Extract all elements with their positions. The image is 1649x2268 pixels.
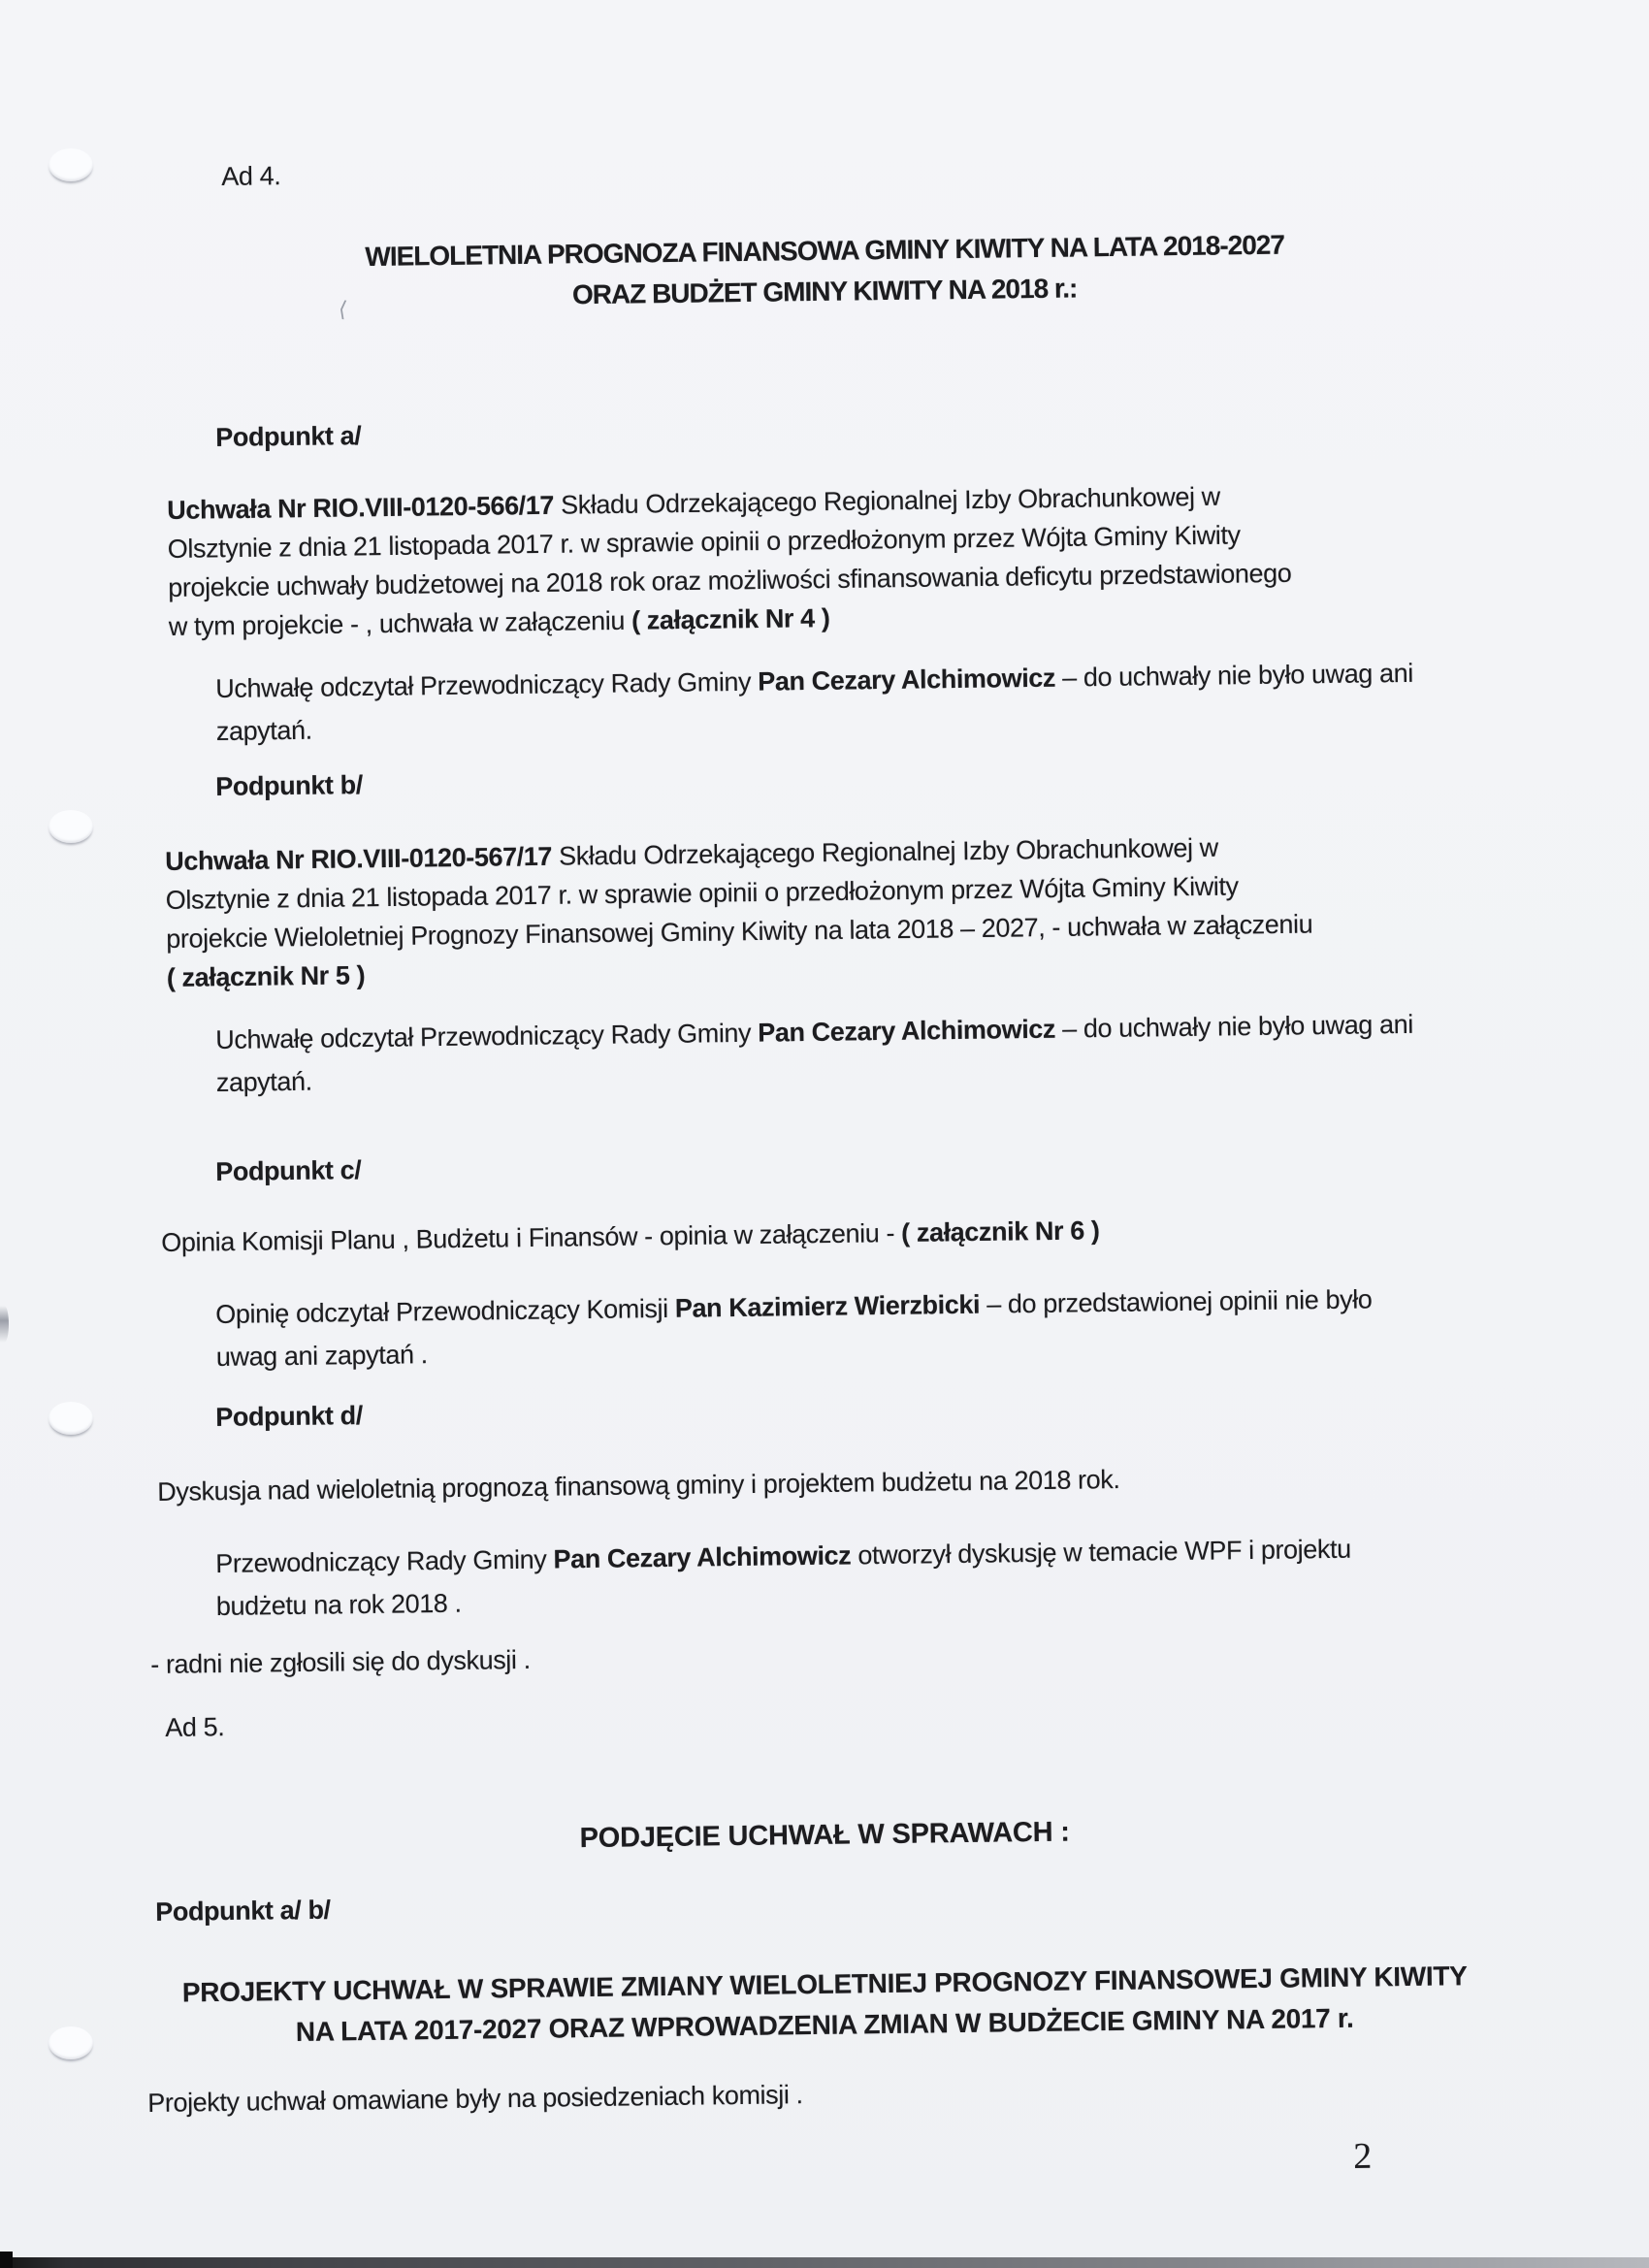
paragraph-read-resolution-1: [215, 652, 1414, 753]
paragraph-projekty-note: Projekty uchwał omawiane były na posiedzeniach komisji .: [147, 2080, 803, 2118]
heading-podjecie-uchwal: PODJĘCIE UCHWAŁ W SPRAWACH :: [579, 1816, 1070, 1855]
paragraph-text: w tym projekcie - , uchwała w załączeniu: [168, 605, 632, 641]
paragraph-text: Opinię odczytał Przewodniczący Komisji: [215, 1293, 676, 1329]
attachment-reference: ( załącznik Nr 4 ): [630, 603, 830, 635]
scan-noise-mark: ⟨: [337, 296, 349, 322]
heading-podpunkt-b: Podpunkt b/: [215, 770, 364, 801]
scan-bottom-corner: [0, 2252, 13, 2268]
paragraph-text: Opinia Komisji Planu , Budżetu i Finansów - opinia w załączeniu -: [161, 1218, 902, 1257]
paragraph-text: Olsztynie z dnia 21 listopada 2017 r. w sprawie opinii o przedłożonym przez Wójta Gminy Kiwity: [165, 871, 1239, 915]
paragraph-text: projekcie Wieloletniej Prognozy Finansowej Gminy Kiwity na lata 2018 – 2027, - uchwała w załączeniu: [166, 909, 1313, 954]
paragraph-text: Składu Odrzekającego Regionalnej Izby Obrachunkowej w: [553, 481, 1220, 520]
paragraph-text: uwag ani zapytań .: [215, 1340, 428, 1372]
heading-podpunkt-c: Podpunkt c/: [215, 1155, 362, 1186]
paragraph-text: Uchwałę odczytał Przewodniczący Rady Gminy: [215, 1018, 759, 1054]
paragraph-text: Uchwałę odczytał Przewodniczący Rady Gminy: [215, 666, 759, 703]
attachment-reference: ( załącznik Nr 5 ): [166, 960, 366, 992]
paragraph-dyskusja: Dyskusja nad wieloletnią prognozą finansową gminy i projektem budżetu na 2018 rok.: [157, 1465, 1120, 1507]
paragraph-uchwala-566: [167, 476, 1292, 646]
heading-podpunkt-d: Podpunkt d/: [215, 1401, 364, 1432]
page-number: 2: [1352, 2135, 1373, 2177]
paragraph-text: Olsztynie z dnia 21 listopada 2017 r. w sprawie opinii o przedłożonym przez Wójta Gminy Kiwity: [167, 520, 1241, 564]
paragraph-text: Przewodniczący Rady Gminy: [215, 1544, 554, 1578]
paragraph-text: projekcie uchwały budżetowej na 2018 rok oraz możliwości sfinansowania deficytu przedstawionego: [168, 558, 1292, 602]
hole-punch-mark: [48, 1402, 93, 1435]
scan-edge-mark: [0, 1306, 9, 1343]
heading-projekty-line1: PROJEKTY UCHWAŁ W SPRAWIE ZMIANY WIELOLETNIEJ PROGNOZY FINANSOWEJ GMINY KIWITY: [181, 1960, 1468, 2008]
paragraph-read-opinion: [215, 1278, 1373, 1378]
person-name: Pan Cezary Alchimowicz: [758, 663, 1056, 697]
heading-podpunkt-a: Podpunkt a/: [215, 421, 362, 452]
paragraph-text: zapytań.: [215, 1066, 312, 1097]
hole-punch-mark: [48, 148, 93, 181]
paragraph-text: otworzył dyskusję w temacie WPF i projektu: [851, 1534, 1351, 1571]
paragraph-read-resolution-2: [215, 1003, 1414, 1104]
paragraph-text: zapytań.: [215, 715, 312, 746]
paragraph-text: budżetu na rok 2018 .: [215, 1588, 462, 1621]
person-name: Pan Cezary Alchimowicz: [553, 1540, 852, 1574]
paragraph-opinia-komisji: [161, 1211, 1100, 1262]
paragraph-text: – do przedstawionej opinii nie było: [979, 1284, 1373, 1319]
section-label-ad4: Ad 4.: [221, 161, 281, 191]
attachment-reference: ( załącznik Nr 6 ): [900, 1215, 1100, 1248]
person-name: Pan Cezary Alchimowicz: [758, 1014, 1056, 1048]
document-title-line1: WIELOLETNIA PROGNOZA FINANSOWA GMINY KIWITY NA LATA 2018-2027: [365, 229, 1285, 273]
hole-punch-mark: [48, 810, 93, 843]
resolution-number: Uchwała Nr RIO.VIII-0120-567/17: [165, 841, 553, 876]
document-title-line2: ORAZ BUDŻET GMINY KIWITY NA 2018 r.:: [571, 273, 1078, 310]
scan-bottom-edge: [0, 2257, 1649, 2268]
paragraph-open-discussion: [215, 1528, 1352, 1628]
resolution-number: Uchwała Nr RIO.VIII-0120-566/17: [167, 490, 555, 525]
heading-projekty-line2: NA LATA 2017-2027 ORAZ WPROWADZENIA ZMIAN W BUDŻECIE GMINY NA 2017 r.: [295, 2002, 1354, 2048]
paragraph-uchwala-567: [165, 827, 1313, 997]
paragraph-text: – do uchwały nie było uwag ani: [1054, 658, 1414, 693]
person-name: Pan Kazimierz Wierzbicki: [674, 1289, 981, 1323]
paragraph-text: – do uchwały nie było uwag ani: [1054, 1009, 1414, 1044]
paragraph-radni: - radni nie zgłosili się do dyskusji .: [150, 1644, 531, 1679]
section-label-ad5: Ad 5.: [165, 1712, 225, 1742]
paragraph-text: Składu Odrzekającego Regionalnej Izby Obrachunkowej w: [551, 832, 1218, 871]
heading-podpunkt-ab: Podpunkt a/ b/: [155, 1895, 331, 1927]
